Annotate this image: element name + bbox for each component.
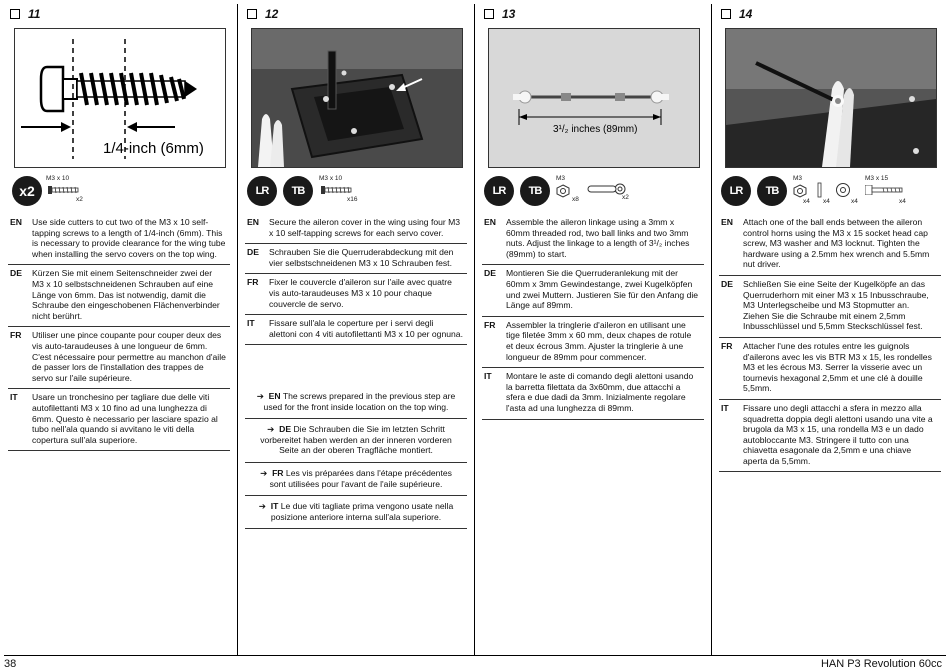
hardware-qty: x2 (76, 196, 83, 203)
column-divider (474, 4, 475, 656)
notes (245, 386, 467, 529)
instruction-en: EN Secure the aileron cover in the wing using four M3 x 10 self-tapping screws for each servo cover. (245, 214, 467, 244)
hardware-label: M3 x 10 (46, 175, 70, 182)
aileron-cover-photo (252, 29, 462, 167)
linkage-rod-photo (489, 29, 699, 167)
note-en: ➔ EN The screws prepared in the previous step are used for the front inside location on the top wing. (245, 386, 467, 419)
instruction-en: EN Use side cutters to cut two of the M3 x 10 self-tapping screws to a length of 1/4-inch (6mm). This is necessary to provide clearance for the wing tube when installing the servo covers on the top wing. (8, 214, 230, 265)
step-icons (245, 174, 467, 210)
nut-icon (556, 184, 570, 198)
step-icons (482, 174, 704, 210)
step-13 (482, 4, 704, 656)
measure-label: 3¹/₂ inches (89mm) (553, 124, 638, 135)
wing-tb-badge: TB (520, 176, 550, 206)
note-fr: ➔ FR Les vis préparées dans l'étape précédentes sont utilisées pour l'avant de l'aile supérieure. (245, 463, 467, 496)
step-number: 14 (739, 7, 753, 21)
wing-photo (251, 28, 463, 168)
note-it: ➔ IT Le due viti tagliate prima vengono usate nella posizione anteriore interna sull'ala superiore. (245, 496, 467, 529)
washer-side-icon (815, 182, 825, 198)
hardware-label: M3 x 15 (865, 175, 889, 182)
screw-icon (321, 185, 355, 195)
step-header (245, 4, 467, 24)
wing-lr-badge: LR (484, 176, 514, 206)
checkbox-icon[interactable] (721, 9, 731, 19)
hardware-qty: x8 (572, 196, 579, 203)
instruction-fr: FR Fixer le couvercle d'aileron sur l'aile avec quatre vis auto-taraudeuses M3 x 10 pour chaque couvercle de servo. (245, 274, 467, 315)
arrow-icon: ➔ (260, 467, 268, 478)
instruction-de: DE Schließen Sie eine Seite der Kugelköpfe an das Querruderhorn mit einer M3 x 15 Inbusschraube, M3 Unterlegscheibe und M3 Stopmutter an. Ziehen Sie die Schraube mit einem 2,5mm Inbusschlüssel und 5,5mm Steckschlüssel fest. (719, 276, 941, 338)
manual-title: HAN P3 Revolution 60cc (820, 658, 942, 670)
instruction-de: DE Schrauben Sie die Querruderabdeckung mit den vier selbstschneidenen M3 x 10 Schrauben fest. (245, 244, 467, 274)
instruction-en: EN Attach one of the ball ends between the aileron control horns using the M3 x 15 socket head cap screw, M3 washer and M3 locknut. Tighten the hardware using a 2.5mm hex wrench and 5.5mm nut driver. (719, 214, 941, 276)
cap-screw-icon (865, 185, 905, 195)
ball-end-photo (726, 29, 936, 167)
wing-tb-badge: TB (283, 176, 313, 206)
instruction-de: DE Montieren Sie die Querruderanlekung mit der 60mm x 3mm Gewindestange, zwei Kugelköpfen und zwei Muttern. Justieren Sie für den Anfang die Länge auf 89mm. (482, 265, 704, 316)
step-icons (719, 174, 941, 210)
hardware-qty: x4 (803, 198, 810, 205)
screw-icon (48, 185, 82, 195)
hardware-qty: x4 (899, 198, 906, 205)
step-header (482, 4, 704, 24)
instructions (8, 214, 230, 451)
column-divider (711, 4, 712, 656)
instructions (482, 214, 704, 420)
hardware-qty: x2 (622, 194, 629, 201)
step-number: 13 (502, 7, 516, 21)
instruction-fr: FR Attacher l'une des rotules entre les guignols d'ailerons avec les vis BTR M3 x 15, les rondelles M3 et les écrous M3. Serrer la visserie avec un tournevis hexagonal 2,5mm et une clé à douille 5,5mm. (719, 338, 941, 400)
quantity-badge: x2 (12, 176, 42, 206)
step-12 (245, 4, 467, 656)
checkbox-icon[interactable] (247, 9, 257, 19)
arrow-icon: ➔ (258, 501, 266, 512)
locknut-icon (793, 184, 807, 198)
instruction-it: IT Fissare uno degli attacchi a sfera in mezzo alla squadretta doppia degli alettoni usando una vite a brugola da M3 x 15, una rondella M3 e un dado autobloccante M3. Stringere il tutto con una chiavetta esagonale da 2,5mm e una chiave aperta da 5,5mm. (719, 400, 941, 473)
measure-label: 1/4-inch (6mm) (103, 140, 204, 157)
screw-icon (15, 29, 225, 167)
column-divider (237, 4, 238, 656)
instruction-fr: FR Utiliser une pince coupante pour couper deux des vis auto-taraudeuses à une longueur de 6mm. C'est nécessaire pour permettre au manchon d'aile de passer lors de l'installation des trappes de servo sur l'aile supérieure. (8, 327, 230, 389)
hardware-label: M3 (556, 175, 566, 182)
step-header (719, 4, 941, 24)
instruction-it: IT Usare un tronchesino per tagliare due delle viti autofilettanti M3 x 10 fino ad una lunghezza di 6mm. Questo è necessario per lasciare spazio al tubo nell'ala quando si avvitano le viti della copertura sull'ala superiore. (8, 389, 230, 451)
page-number: 38 (4, 658, 17, 670)
step-11 (8, 4, 230, 656)
step-number: 11 (28, 7, 41, 21)
control-horn-photo (725, 28, 937, 168)
instruction-it: IT Montare le aste di comando degli alettoni usando la barretta filettata da 3x60mm, due attacchi a sfera e due dadi da 3mm. Inizialmente regolare l'asta ad una lunghezza di 89mm. (482, 368, 704, 419)
arrow-icon: ➔ (267, 424, 275, 435)
screw-diagram (14, 28, 226, 168)
instructions (719, 214, 941, 472)
checkbox-icon[interactable] (484, 9, 494, 19)
footer-rule (4, 655, 946, 656)
washer-icon (835, 182, 851, 198)
hardware-qty: x4 (851, 198, 858, 205)
checkbox-icon[interactable] (10, 9, 20, 19)
step-icons (8, 174, 230, 210)
instruction-it: IT Fissare sull'ala le coperture per i servi degli alettoni con 4 viti autofilettanti M3 x 10 per ognuna. (245, 315, 467, 345)
instructions (245, 214, 467, 345)
wing-tb-badge: TB (757, 176, 787, 206)
instruction-fr: FR Assembler la tringlerie d'aileron en utilisant une tige filetée 3mm x 60 mm, deux chapes de rotule et deux écrous 3mm. Ajuster la tringlerie à une longueur de 89mm pour commencer. (482, 317, 704, 368)
hardware-label: M3 (793, 175, 803, 182)
linkage-photo (488, 28, 700, 168)
step-number: 12 (265, 7, 279, 21)
wing-lr-badge: LR (247, 176, 277, 206)
hardware-qty: x4 (823, 198, 830, 205)
hardware-label: M3 x 10 (319, 175, 343, 182)
wing-lr-badge: LR (721, 176, 751, 206)
instruction-de: DE Kürzen Sie mit einem Seitenschneider zwei der M3 x 10 selbstschneidenen Schrauben auf eine Länge von 6mm. Das ist notwendig, damit die Schraube den eingeschobenen Flächenverbinder nicht berührt. (8, 265, 230, 327)
arrow-icon: ➔ (256, 391, 264, 401)
note-de: ➔ DE Die Schrauben die Sie im letzten Schritt vorbereitet haben werden an der inneren vorderen Seite an der oberen Tragfläche montiert. (245, 419, 467, 463)
instruction-en: EN Assemble the aileron linkage using a 3mm x 60mm threaded rod, two ball links and two 3mm nuts. Adjust the linkage to a length of 3¹/₂ inches (89mm) to start. (482, 214, 704, 265)
hardware-qty: x16 (347, 196, 358, 203)
step-14 (719, 4, 941, 656)
step-header (8, 4, 230, 24)
